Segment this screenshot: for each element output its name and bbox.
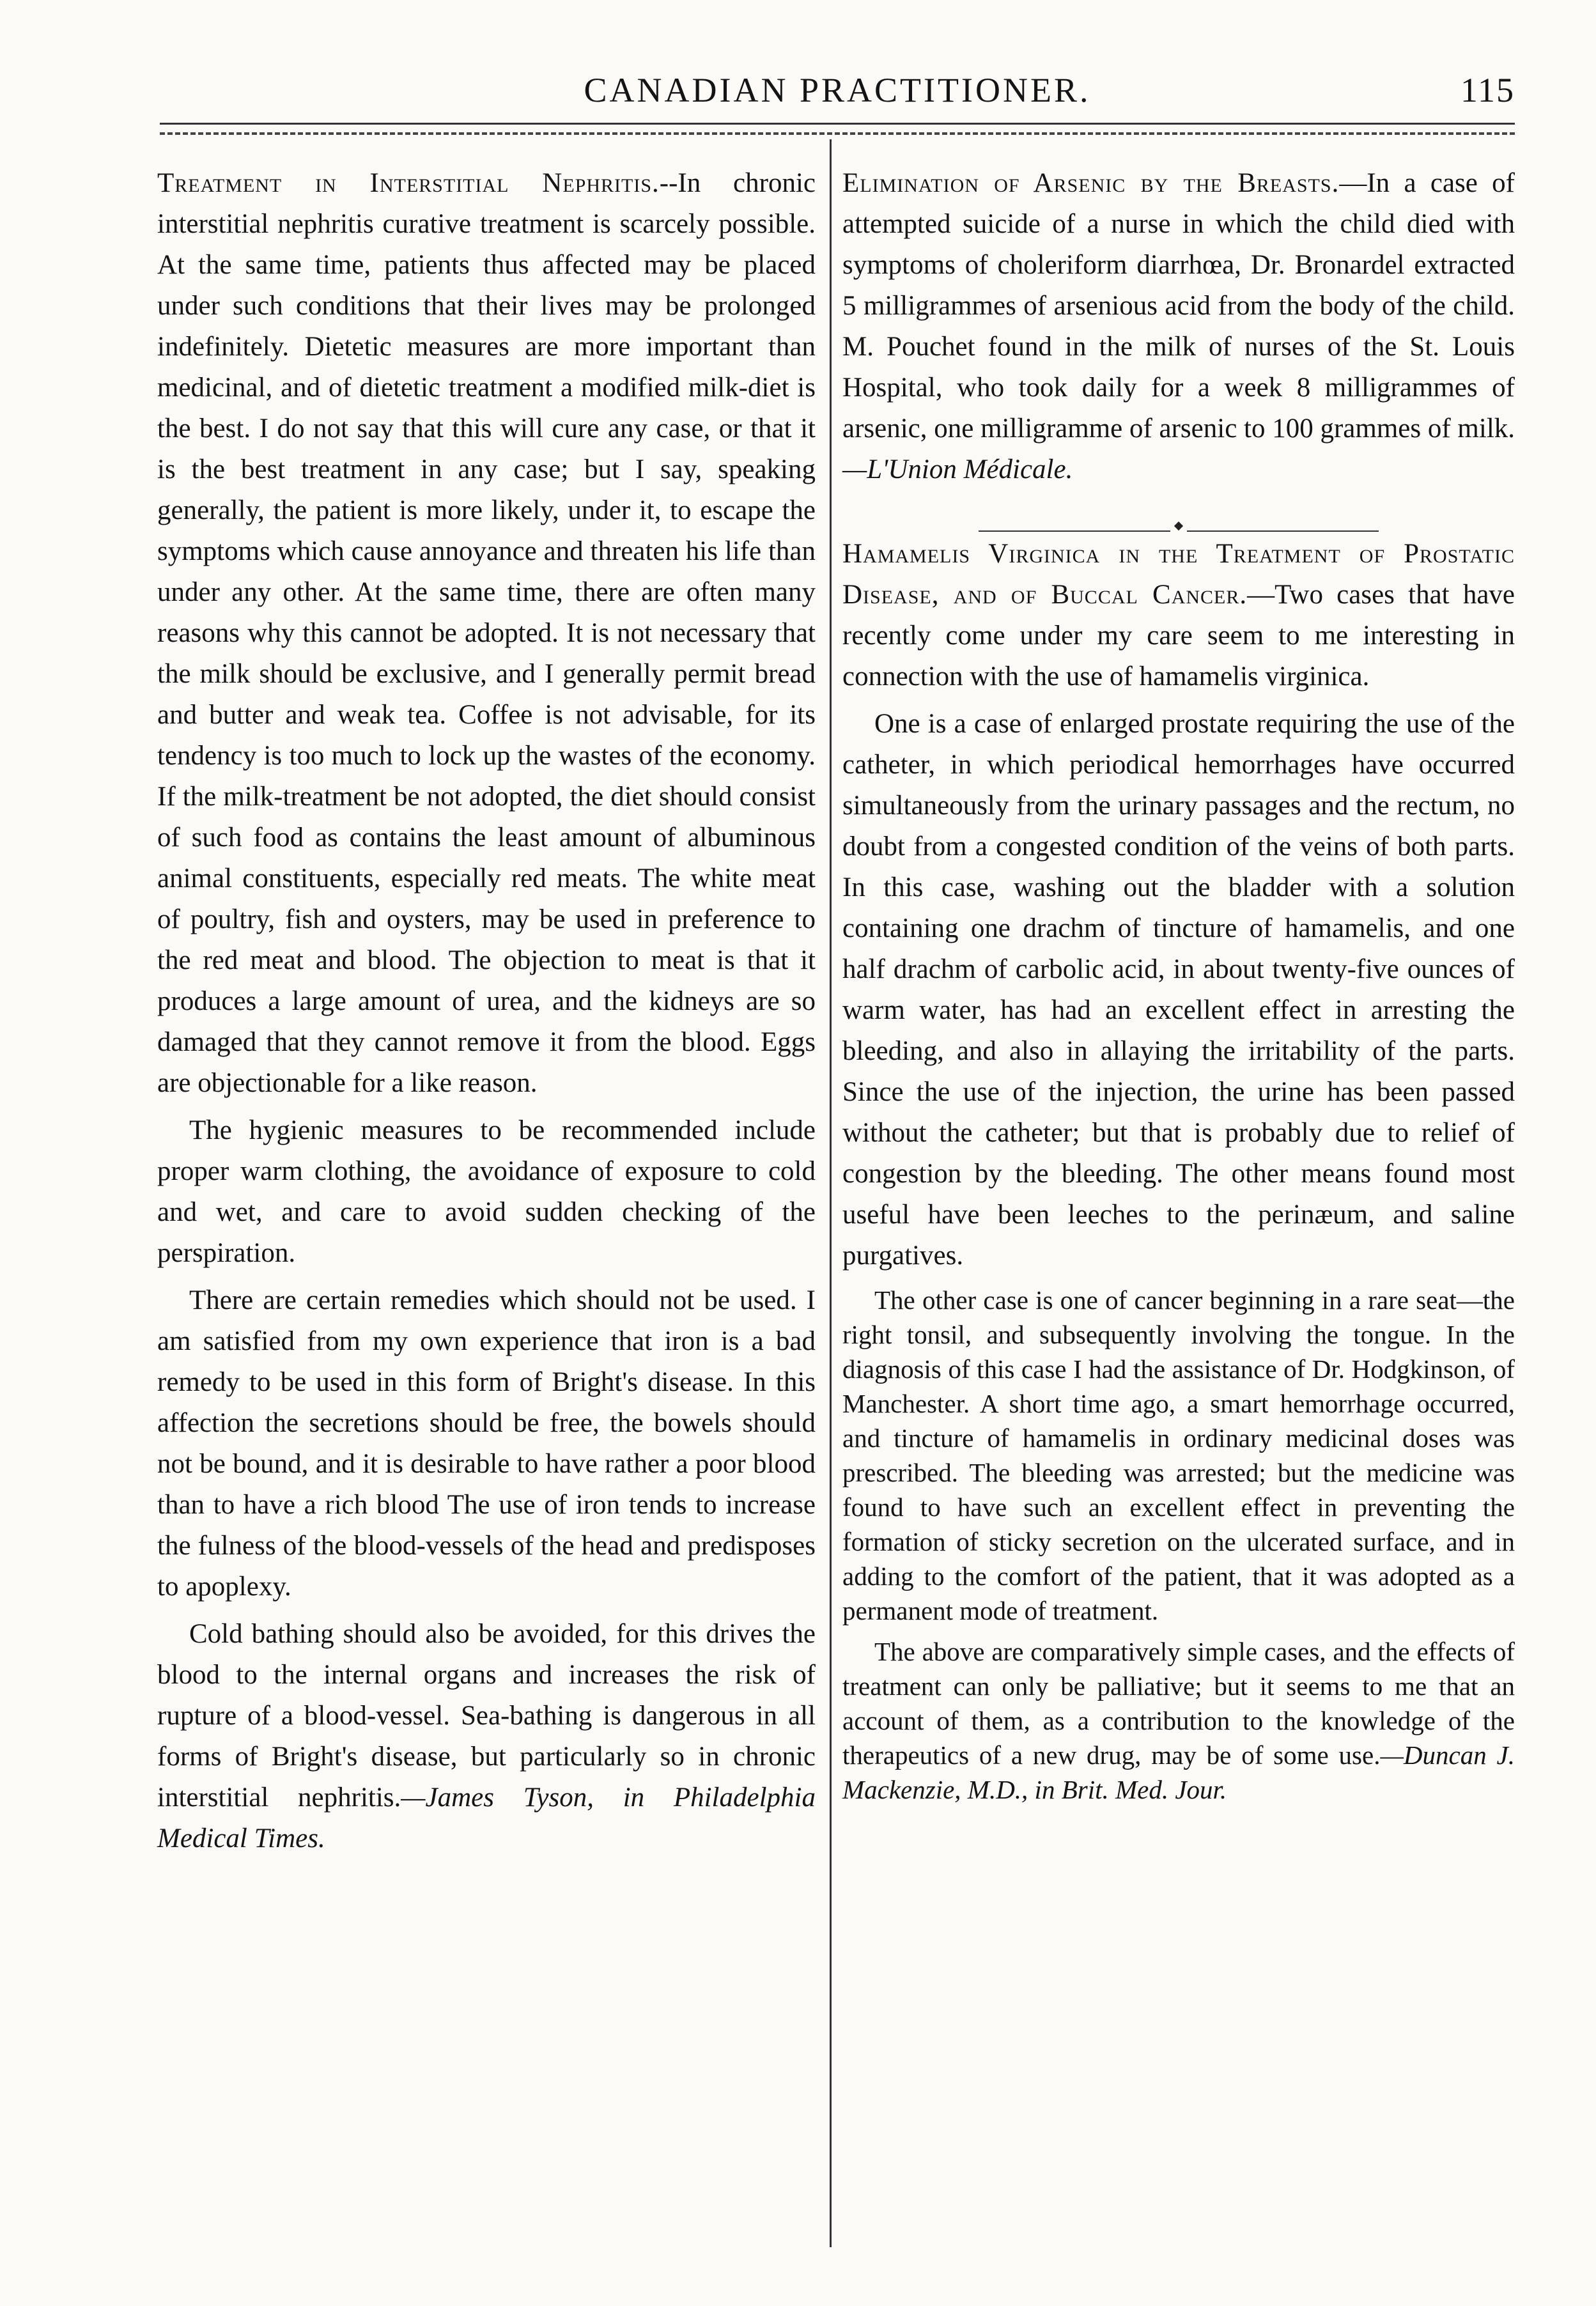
article-paragraph [157, 1614, 816, 1859]
article-heading: Hamamelis Virginica in the Treatment of Prostatic Disease, and of Buccal Cancer. [842, 539, 1515, 610]
article-paragraph [157, 163, 816, 1104]
column-divider [830, 139, 832, 2247]
article-heading: Elimination of Arsenic by the Breasts. [842, 168, 1340, 198]
article-heading: Treatment in Interstitial Nephritis. [157, 168, 660, 198]
paragraph-text: —Two cases that have recently come under my care seem to me interesting in connection with the use of hamamelis virginica. [842, 580, 1515, 692]
header-rule [160, 123, 1515, 125]
article-paragraph: The hygienic measures to be recommended include proper warm clothing, the avoidance of exposure to cold and wet, and care to avoid sudden checking of the perspiration. [157, 1115, 816, 1268]
article-paragraph: The other case is one of cancer beginning in a rare seat—the right tonsil, and subsequently involving the tongue. In the diagnosis of this case I had the assistance of Dr. Hodgkinson, of Manchester. A short time ago, a smart hemorrhage occurred, and tincture of hamamelis in ordinary medicinal doses was prescribed. The bleeding was arrested; but the medicine was found to have such an excellent effect in preventing the formation of sticky secretion on the ulcerated surface, and in adding to the comfort of the patient, that it was adopted as a permanent mode of treatment. [842, 1285, 1515, 1625]
paragraph-text: —In a case of attempted suicide of a nurse in which the child died with symptoms of choleriform diarrhœa, Dr. Bronardel extracted 5 milligrammes of arsenious acid from the body of the child. M. Pouchet found in the milk of nurses of the St. Louis Hospital, who took daily for a week 8 milligrammes of arsenic, one milligramme of arsenic to 100 grammes of milk. [842, 168, 1515, 444]
article-paragraph: One is a case of enlarged prostate requiring the use of the catheter, in which periodical hemorrhages have occurred simultaneously from the urinary passages and the rectum, no doubt from a congested condition of the veins of both parts. In this case, washing out the bladder with a solution containing one drachm of tincture of hamamelis, and one half drachm of carbolic acid, in about twenty-five ounces of warm water, has had an excellent effect in arresting the bleeding, and also in allaying the irritability of the parts. Since the use of the injection, the urine has been passed without the catheter; but that is probably due to relief of congestion by the bleeding. The other means found most useful have been leeches to the perinæum, and saline purgatives. [842, 709, 1515, 1271]
article-citation: —James Tyson, in Philadelphia Medical Times. [157, 1783, 816, 1853]
article-citation: —L'Union Médicale. [842, 454, 1073, 484]
journal-title: CANADIAN PRACTITIONER. [584, 71, 1091, 109]
page-header [160, 64, 1515, 115]
left-column [157, 163, 816, 1866]
divider-line [979, 530, 1170, 532]
divider-ornament [1174, 522, 1183, 530]
paragraph-text: --In chronic interstitial nephritis curative treatment is scarcely possible. At the same time, patients thus affected may be placed under such conditions that their lives may be prolonged indefinitely. Dietetic measures are more important than medicinal, and of dietetic treatment a modified milk-diet is the best. I do not say that this will cure any case, or that it is the best treatment in any case; but I say, speaking generally, the patient is more likely, under it, to escape the symptoms which cause annoyance and threaten his life than under any other. At the same time, there are often many reasons why this cannot be adopted. It is not necessary that the milk should be exclusive, and I generally permit bread and butter and weak tea. Coffee is not advisable, for its tendency is too much to lock up the wastes of the economy. If the milk-treatment be not adopted, the diet should consist of such food as contains the least amount of albuminous animal constituents, especially red meats. The white meat of poultry, fish and oysters, may be used in preference to the red meat and blood. The objection to meat is that it produces a large amount of urea, and the kidneys are so damaged that they cannot remove it from the blood. Eggs are objectionable for a like reason. [157, 168, 816, 1098]
article-paragraph [842, 534, 1515, 697]
paragraph-text: The above are comparatively simple cases, and the effects of treatment can only be palliative; but it seems to me that an account of them, as a contribution to the knowledge of the therapeutics of a new drug, may be of some use. [842, 1637, 1515, 1770]
article-citation: —Duncan J. Mackenzie, M.D., in Brit. Med. Jour. [842, 1740, 1515, 1804]
right-column [842, 163, 1515, 1813]
article-paragraph [842, 163, 1515, 490]
section-divider [842, 506, 1515, 512]
divider-line [1187, 530, 1379, 532]
page-number: 115 [1460, 71, 1515, 109]
header-rule-dashed [160, 132, 1515, 135]
article-paragraph [842, 1634, 1515, 1807]
article-paragraph: There are certain remedies which should not be used. I am satisfied from my own experience that iron is a bad remedy to be used in this form of Bright's disease. In this affection the secretions should be free, the bowels should not be bound, and it is desirable to have rather a poor blood than to have a rich blood The use of iron tends to increase the fulness of the blood-vessels of the head and predisposes to apoplexy. [157, 1285, 816, 1602]
paragraph-text: Cold bathing should also be avoided, for this drives the blood to the internal organs and increases the risk of rupture of a blood-vessel. Sea-bathing is dangerous in all forms of Bright's disease, but particularly so in chronic interstitial nephritis. [157, 1619, 816, 1813]
